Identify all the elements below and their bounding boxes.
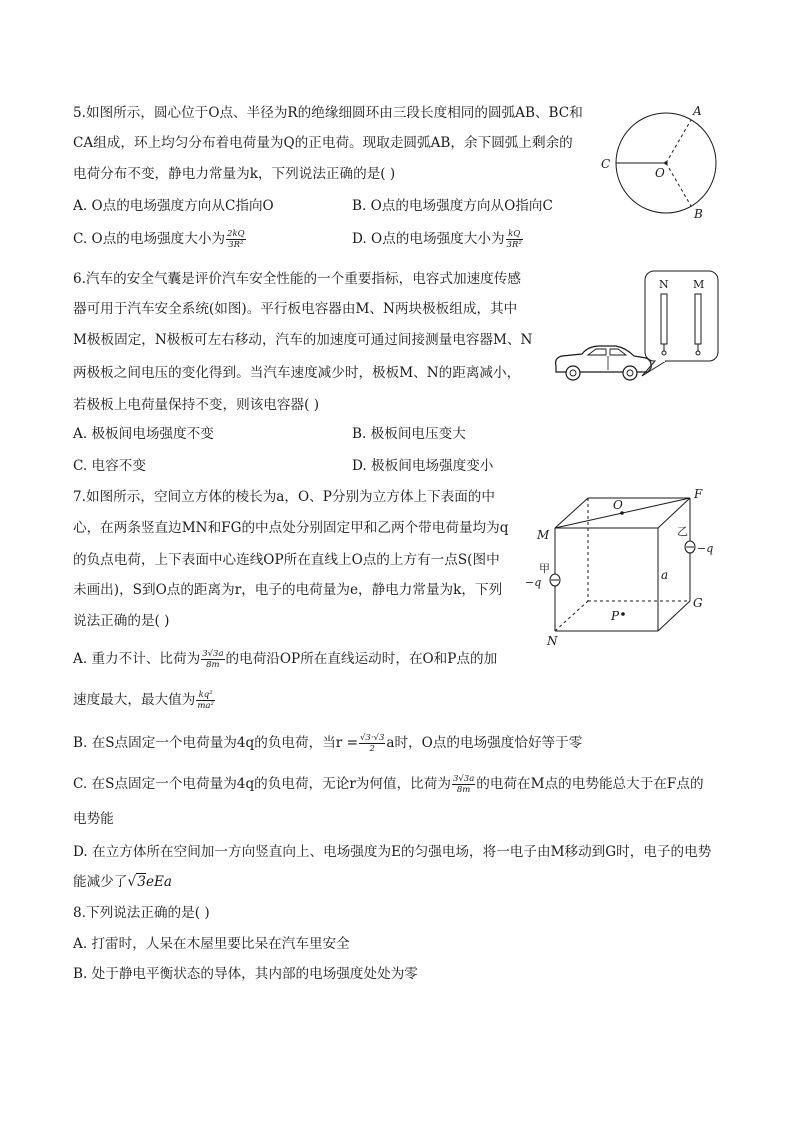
q7-option-d-line-2: 能减少了√3eEa [73,874,173,890]
label-neg-q-right: −q [697,542,714,555]
label-f: F [694,487,703,501]
label-b: B [694,207,703,221]
q6-option-d: D. 极板间电场强度变小 [352,458,494,474]
label-o: O [613,498,623,512]
q8-line-1: 8.下列说法正确的是( ) [73,905,210,921]
q7-line-1: 7.如图所示，空间立方体的棱长为a，O、P分别为立方体上下表面的中 [73,489,495,505]
q5-line-1: 5.如图所示，圆心位于O点、半径为R的绝缘细圆环由三段长度相同的圆弧AB、BC和 [73,105,583,121]
label-a: A [693,104,702,118]
q7-option-d-line-1: D. 在立方体所在空间加一方向竖直向上、电场强度为E的匀强电场，将一电子由M移动到G时，电子的电势 [73,844,712,860]
q5-option-d: D. O点的电场强度大小为 $\frac{kQ}{\text{3R²}}$ [352,229,522,250]
label-neg-q-left: −q [525,576,542,589]
q5-option-c: C. O点的电场强度大小为 $\frac{2kQ}{\text{3R²}}$ [73,229,245,250]
q7-line-5: 说法正确的是( ) [73,613,170,629]
label-m: M [537,528,550,542]
q5-ring-figure [598,100,728,230]
label-a: a [661,568,669,582]
label-m: M [693,278,705,291]
fraction: $\frac{3√3a}{8m}$ [452,774,475,795]
q7-line-3: 的负点电荷，上下表面中心连线OP所在直线上O点的上方有一点S(图中 [73,552,500,568]
q6-option-b: B. 极板间电压变大 [352,426,466,442]
q5-line-3: 电荷分布不变，静电力常量为k，下列说法正确的是( ) [73,166,396,182]
q7-option-c-line-1: C. 在S点固定一个电荷量为4q的负电荷，无论r为何值，比荷为 $\frac{3√3a}{8m}$ 的电荷在M点的电势能总大于在F点的 [73,774,704,795]
q6-option-c: C. 电容不变 [73,458,146,474]
label-n: N [659,278,669,291]
label-c: C [601,157,611,171]
q6-line-2: 器可用于汽车安全系统(如图)。平行板电容器由M、N两块极板组成，其中 [73,301,518,317]
fraction: $\frac{\text{kq²}}{\text{ma²}}$ [197,690,214,711]
q5-option-a: A. O点的电场强度方向从C指向O [73,198,274,214]
q6-line-3: M极板固定，N极板可左右移动，汽车的加速度可通过间接测量电容器M、N [73,332,533,348]
q6-option-a: A. 极板间电场强度不变 [73,426,214,442]
q7-line-2: 心，在两条竖直边MN和FG的中点处分别固定甲和乙两个带电荷量均为q [73,520,509,536]
q5-line-2: CA组成，环上均匀分布着电荷量为Q的正电荷。现取走圆弧AB，余下圆弧上剩余的 [73,135,573,151]
q7-line-4: 未画出)，S到O点的距离为r，电子的电荷量为e，静电力常量为k，下列 [73,582,503,598]
label-jia: 甲 [539,562,550,575]
q6-line-5: 若极板上电荷量保持不变，则该电容器( ) [73,397,320,413]
q6-line-4: 两极板之间电压的变化得到。当汽车速度减少时，极板M、N的距离减小， [73,365,521,381]
label-g: G [693,596,703,610]
label-o: O [655,166,665,180]
q6-car-capacitor-figure [548,268,723,388]
label-n: N [547,634,558,648]
q7-cube-figure [525,483,725,648]
q8-line-2: A. 打雷时，人呆在木屋里要比呆在汽车里安全 [73,936,350,952]
fraction: $\frac{2kQ}{\text{3R²}}$ [227,229,245,250]
q8-line-3: B. 处于静电平衡状态的导体，其内部的电场强度处处为零 [73,966,418,982]
label-yi: 乙 [677,525,688,538]
q7-option-a-line-1: A. 重力不计、比荷为 $\frac{3√3a}{8m}$ 的电荷沿OP所在直线运动时，在O和P点的加 [73,649,498,670]
q7-option-c-line-2: 电势能 [73,811,114,827]
q6-line-1: 6.汽车的安全气囊是评价汽车安全性能的一个重要指标，电容式加速度传感 [73,271,521,287]
q7-option-b: B. 在S点固定一个电荷量为4q的负电荷，当r = $\frac{√3\cdot√3}{2}$ a时，O点的电场强度恰好等于零 [73,733,583,754]
fraction: $\frac{kQ}{\text{3R²}}$ [506,229,522,250]
fraction: $\frac{3√3a}{8m}$ [202,649,224,670]
q7-option-a-line-2: 速度最大，最大值为 $\frac{\text{kq²}}{\text{ma²}}$ [73,690,214,711]
label-p: P [611,609,620,623]
fraction: $\frac{√3\cdot√3}{2}$ [360,733,385,754]
q5-option-b: B. O点的电场强度方向从O指向C [352,198,553,214]
